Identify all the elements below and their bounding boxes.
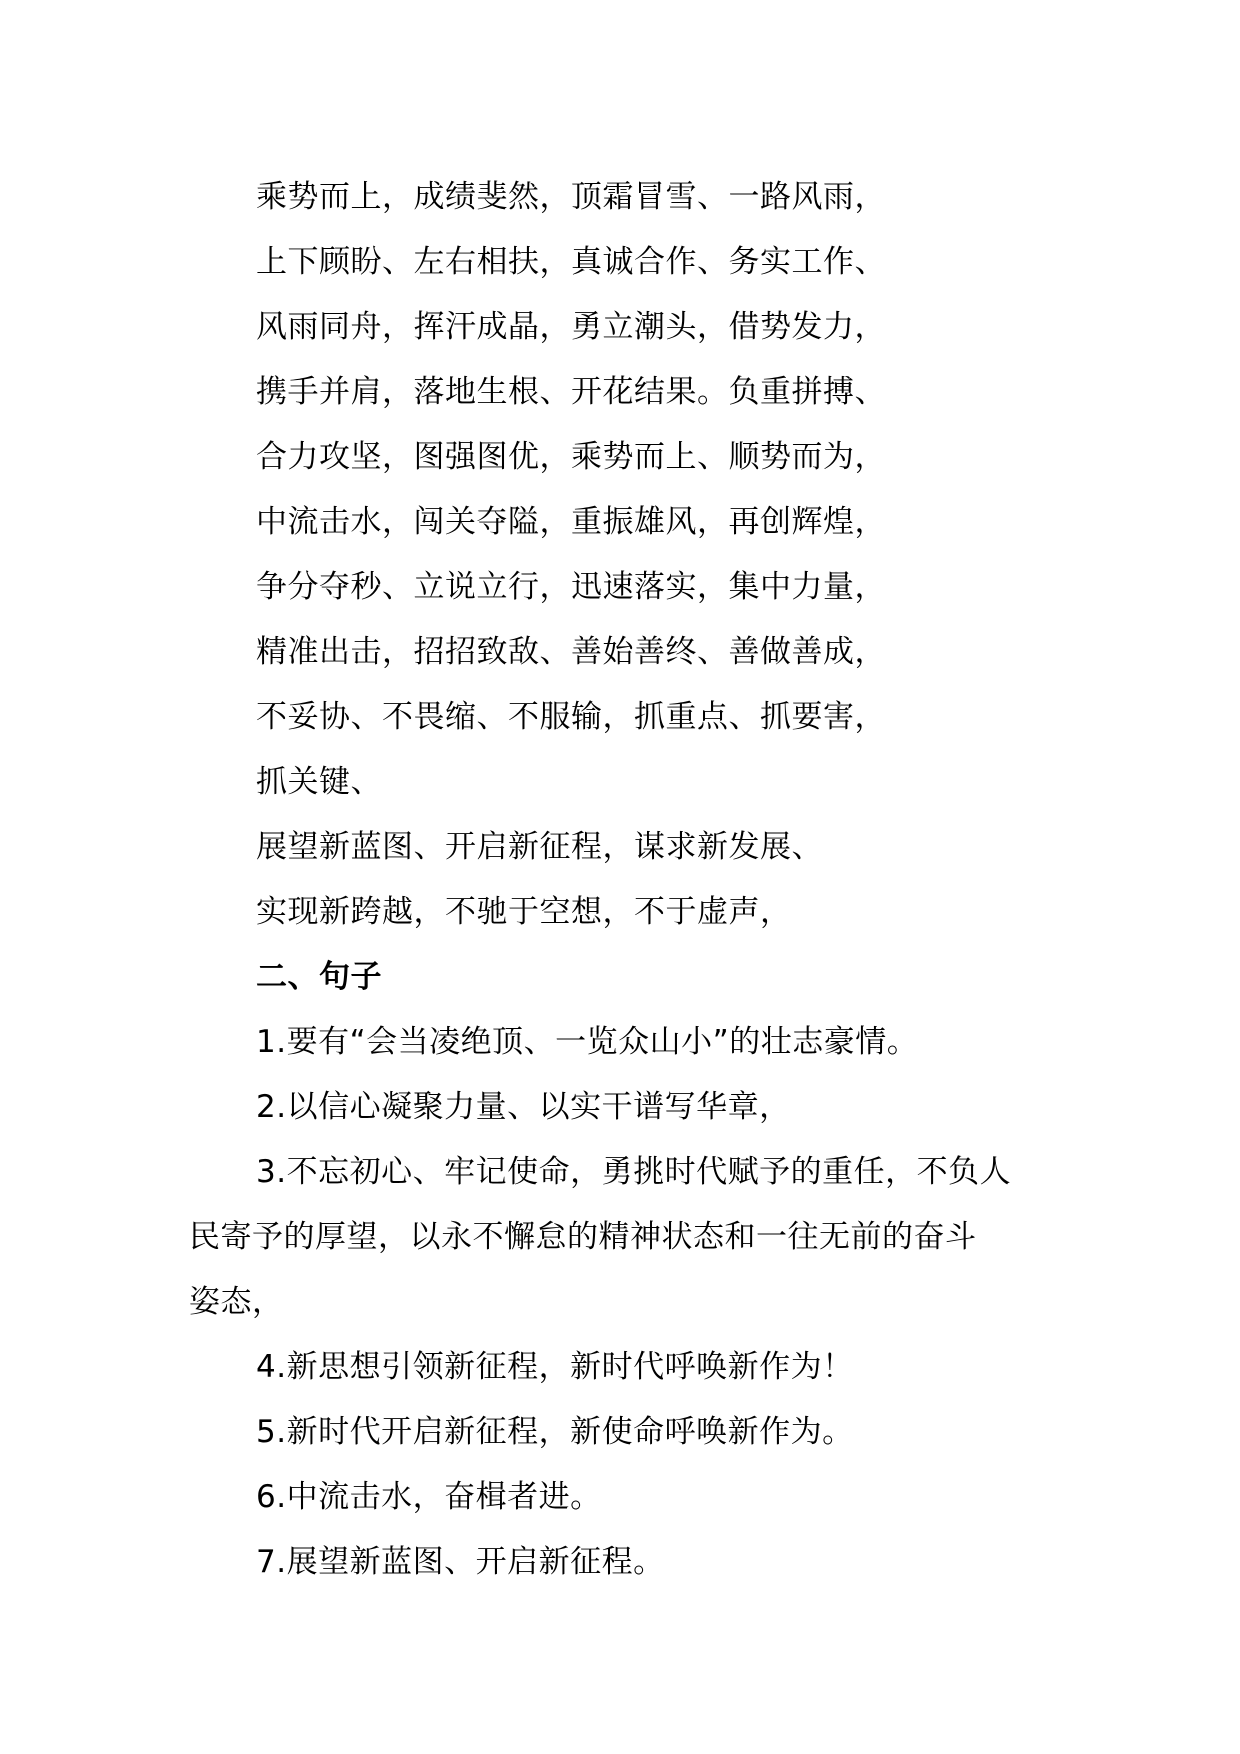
section-heading: 二、句子 (256, 959, 382, 995)
sentence-1: 1.要有“会当凌绝顶、一览众山小”的壮志豪情。 (256, 1024, 919, 1060)
phrase-line: 精准出击，招招致敌、善始善终、善做善成， (256, 634, 886, 670)
phrase-line: 上下顾盼、左右相扶，真诚合作、务实工作、 (256, 244, 886, 280)
sentence-3-continued: 姿态， (189, 1284, 284, 1320)
sentence-3-continued: 民寄予的厚望，以永不懈怠的精神状态和一往无前的奋斗 (189, 1219, 977, 1255)
sentence-2: 2.以信心凝聚力量、以实干谱写华章， (256, 1089, 791, 1125)
sentence-4: 4.新思想引领新征程，新时代呼唤新作为！ (256, 1349, 854, 1385)
phrase-line: 中流击水，闯关夺隘，重振雄风，再创辉煌， (256, 504, 886, 540)
phrase-line: 实现新跨越，不驰于空想，不于虚声， (256, 894, 792, 930)
sentence-6: 6.中流击水，奋楫者进。 (256, 1479, 602, 1515)
phrase-line: 不妥协、不畏缩、不服输，抓重点、抓要害， (256, 699, 886, 735)
sentence-5: 5.新时代开启新征程，新使命呼唤新作为。 (256, 1414, 854, 1450)
sentence-7: 7.展望新蓝图、开启新征程。 (256, 1544, 665, 1580)
phrase-line: 风雨同舟，挥汗成晶，勇立潮头，借势发力， (256, 309, 886, 345)
sentence-3: 3.不忘初心、牢记使命，勇挑时代赋予的重任，不负人 (256, 1154, 1012, 1190)
phrase-line: 争分夺秒、立说立行，迅速落实，集中力量， (256, 569, 886, 605)
phrase-line: 合力攻坚，图强图优，乘势而上、顺势而为， (256, 439, 886, 475)
phrase-line: 抓关键、 (256, 764, 382, 800)
phrase-line: 展望新蓝图、开启新征程，谋求新发展、 (256, 829, 823, 865)
phrase-line: 携手并肩，落地生根、开花结果。负重拼搏、 (256, 374, 886, 410)
phrase-line: 乘势而上，成绩斐然，顶霜冒雪、一路风雨， (256, 179, 886, 215)
